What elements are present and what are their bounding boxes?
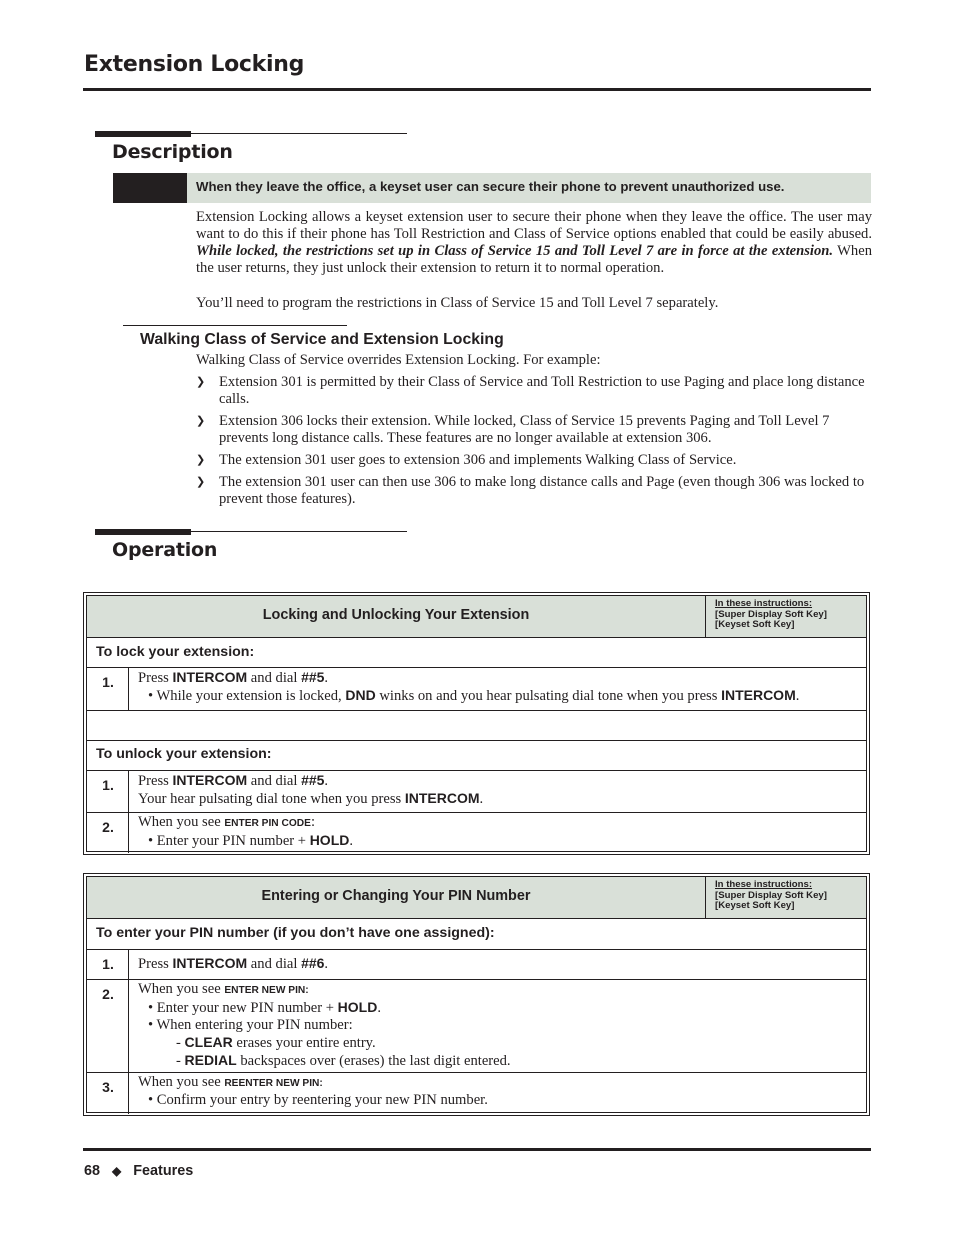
key-legend-super: [Super Display Soft Key] [715,889,827,901]
key-legend-keyset: [Keyset Soft Key] [715,619,795,630]
section-rule-thin [95,133,407,134]
paragraph-text: Extension Locking allows a keyset extension user to secure their phone when they leave the office. The user may want to do this if their phone has Toll Restriction and Class of Service options enabled that could be easily abused. [196,209,872,242]
key-legend-super: [Super Display Soft Key] [715,608,827,620]
instruction-table-lock [83,592,870,855]
footer-section: Features [133,1163,194,1179]
table-row [87,667,866,710]
punctuation: . [324,670,329,686]
step-bullet [138,999,511,1017]
row-label: To enter your PIN number (if you don’t have one assigned): [96,925,495,941]
key-name: INTERCOM [172,772,248,788]
key-name: HOLD [337,999,378,1015]
key-name: INTERCOM [721,687,796,703]
list-item-text: The extension 301 user goes to extension 306 and implements Walking Class of Service. [219,452,737,468]
arrow-bullet-icon: ❯ [196,415,206,427]
header-divider [705,877,706,918]
step-text [138,772,483,808]
bullet-text: winks on and you hear pulsating dial tone when you press [379,688,718,704]
bullet-text: • Enter your new PIN number + [148,1000,334,1016]
summary-text: When they leave the office, a keyset user can secure their phone to prevent unauthorized use. [196,179,785,194]
step-number: 1. [102,674,114,690]
page-title: Extension Locking [84,52,305,77]
table-title: Locking and Unlocking Your Extension [262,607,530,623]
paragraph-text: When the user returns, they just unlock their extension to return it to normal operation. [196,243,872,276]
punctuation: . [795,688,800,704]
step-bullet [138,832,353,850]
step-bullet: • When entering your PIN number: [148,1017,353,1033]
dial-code: ##5 [301,772,325,788]
key-name: INTERCOM [172,955,248,971]
title-rule [83,88,871,91]
section-rule-thick [95,131,191,137]
key-legend-title: In these instructions: [715,879,813,890]
table-header [87,596,866,637]
key-legend-title: In these instructions: [715,598,813,609]
table-row [87,949,866,979]
section-rule-thin [95,531,407,532]
dial-code: ##5 [301,669,325,685]
list-item-text: Extension 306 locks their extension. While locked, Class of Service 15 prevents Paging and Toll Level 7 prevents long distance calls. These features are no longer available at extension 306. [219,413,830,446]
list-item-text: Extension 301 is permitted by their Class of Service and Toll Restriction to use Paging and place long distance calls. [219,374,865,407]
subitem-text: erases your entire entry. [236,1035,376,1051]
key-legend [715,880,827,912]
key-legend [715,599,827,631]
bullet-text: • While your extension is locked, [148,688,342,704]
table-row [87,1072,866,1114]
step-word: Press [138,773,169,789]
description-paragraph-2: You’ll need to program the restrictions in Class of Service 15 and Toll Level 7 separately. [196,295,719,311]
step-subitem [138,1052,511,1070]
step-text [138,1074,488,1109]
step-number: 2. [102,819,114,835]
table-row-spacer [87,710,866,740]
key-name: CLEAR [184,1034,233,1050]
step-text [138,669,799,705]
step-bullet: • Confirm your entry by reentering your new PIN number. [148,1092,488,1108]
page-number: 68 [84,1163,101,1179]
display-prompt: REENTER NEW PIN: [224,1078,323,1089]
step-word: When you see [138,981,221,997]
step-text [138,981,511,1070]
display-prompt: ENTER PIN CODE [224,818,311,829]
key-legend-keyset: [Keyset Soft Key] [715,900,795,911]
table-row [87,770,866,812]
key-name: REDIAL [184,1052,237,1068]
step-text [138,955,328,973]
step-word: and dial [250,773,298,789]
step-number: 2. [102,986,114,1002]
subitem-text: backspaces over (erases) the last digit entered. [240,1053,511,1069]
row-label: To unlock your extension: [96,746,272,762]
dash: - [176,1035,181,1051]
arrow-bullet-icon: ❯ [196,476,206,488]
description-paragraph [196,209,872,277]
step-word: and dial [250,670,298,686]
summary-bar [113,173,871,203]
key-name: INTERCOM [172,669,248,685]
bullet-text: • Enter your PIN number + [148,833,307,849]
step-word: When you see [138,814,221,830]
dash: - [176,1053,181,1069]
subsection-heading: Walking Class of Service and Extension Locking [140,331,504,348]
punctuation: . [324,956,329,972]
list-item-text: The extension 301 user can then use 306 to make long distance calls and Page (even though 306 was locked to prevent those features). [219,474,865,507]
table-header [87,877,866,918]
footer [84,1163,193,1179]
summary-marker [113,173,187,203]
key-name: HOLD [309,832,350,848]
dial-code: ##6 [301,955,325,971]
step-word: When you see [138,1074,221,1090]
footer-rule [83,1148,871,1151]
punctuation: . [479,791,484,807]
list-item [196,452,872,469]
table-title: Entering or Changing Your PIN Number [261,888,531,904]
punctuation: . [377,1000,381,1016]
punctuation: . [324,773,329,789]
step-number: 1. [102,956,114,972]
display-prompt: ENTER NEW PIN: [224,985,309,996]
step-text [138,814,353,850]
table-body [86,595,867,852]
section-rule-thick [95,529,191,535]
step-number: 1. [102,777,114,793]
step-bullet [138,687,799,705]
list-item [196,413,872,447]
description-heading: Description [112,141,233,163]
paragraph-emphasis: While locked, the restrictions set up in Class of Service 15 and Toll Level 7 are in force at the extension. [196,243,834,259]
arrow-bullet-icon: ❯ [196,454,206,466]
step-word: and dial [250,956,298,972]
step-subitem [138,1034,511,1052]
subsection-rule [123,325,347,326]
punctuation: . [349,833,354,849]
list-item [196,474,872,508]
header-divider [705,596,706,637]
instruction-table-pin [83,873,870,1116]
table-row [87,740,866,770]
step-word: Press [138,956,169,972]
operation-heading: Operation [112,539,218,561]
list-item [196,374,872,408]
table-row [87,918,866,949]
step-number: 3. [102,1079,114,1095]
table-row [87,979,866,1072]
step-word: Press [138,670,169,686]
punctuation: : [310,814,315,830]
diamond-icon: ◆ [112,1164,122,1178]
step-word: Your hear pulsating dial tone when you press [138,791,402,807]
key-name: INTERCOM [404,790,480,806]
row-label: To lock your extension: [96,644,255,660]
table-row [87,812,866,853]
key-name: DND [345,687,376,703]
table-body [86,876,867,1113]
subsection-intro: Walking Class of Service overrides Extension Locking. For example: [196,352,601,368]
arrow-bullet-icon: ❯ [196,376,206,388]
table-row [87,637,866,667]
